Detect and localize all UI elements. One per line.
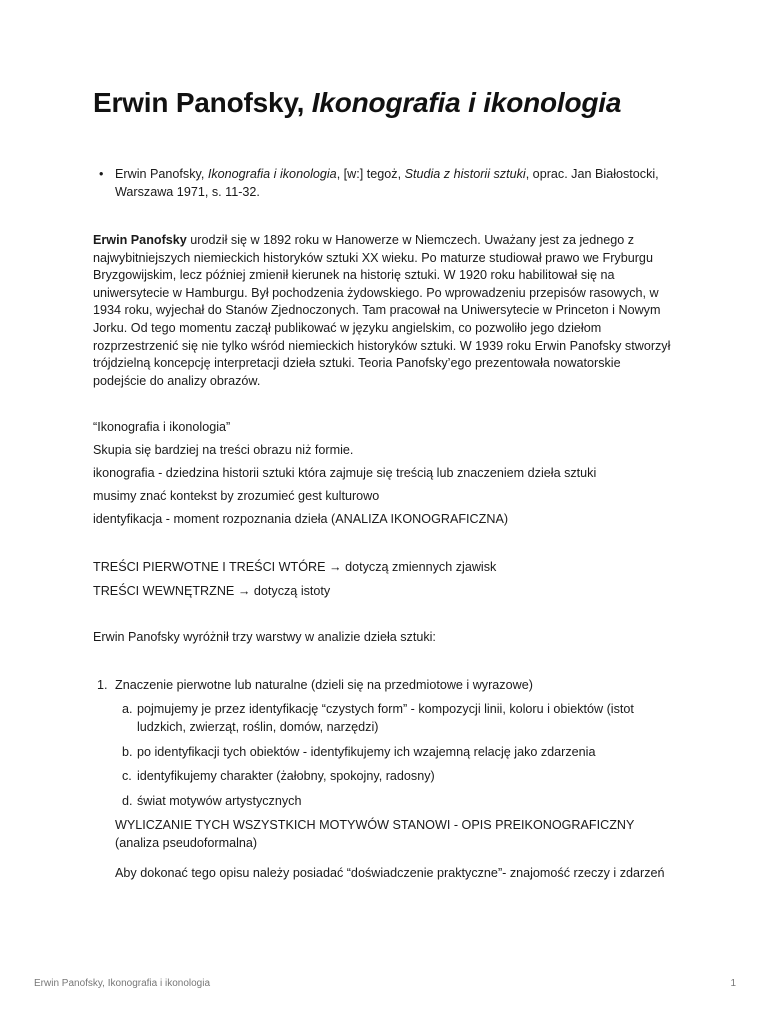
list-number: 1. <box>97 678 108 693</box>
biography-name: Erwin Panofsky <box>93 233 187 247</box>
bullet-marker: • <box>99 167 104 181</box>
section2-line-1: TREŚCI PIERWOTNE I TREŚCI WTÓRE → dotyczą zmiennych zjawisk <box>93 560 497 575</box>
layers-list <box>93 676 673 882</box>
sublist-text: pojmujemy je przez identyfikację “czystych form” - kompozycji linii, koloru i obiektów (istot ludzkich, zwierząt, roślin, domów, narzędzi) <box>137 702 634 734</box>
sublist-item-c <box>93 768 673 786</box>
sublist-text: identyfikujemy charakter (żałobny, spokojny, radosny) <box>137 769 435 784</box>
sublist-letter: b. <box>122 744 133 759</box>
footer-title: Erwin Panofsky, Ikonografia i ikonologia <box>34 978 211 989</box>
sublist-letter: c. <box>122 769 132 784</box>
section1-line-3: ikonografia - dziedzina historii sztuki która zajmuje się treścią lub znaczeniem dzieła sztuki <box>93 466 597 481</box>
sublist-item-a <box>93 701 673 736</box>
section1-line-4: musimy znać kontekst by zrozumieć gest kulturowo <box>93 489 380 504</box>
biography-text: urodził się w 1892 roku w Hanowerze w Niemczech. Uważany jest za jednego z najwybitniejszych niemieckich historyków sztuki XX wieku. Po maturze studiował prawo we Fryburgu Bryzgowijskim, lecz później zmienił kierunek na historię sztuki. W 1920 roku habilitował się na uniwersytecie w Hamburgu. Był pochodzenia żydowskiego. Po wprowadzeniu przepisów rasowych, w 1934 roku, wyjechał do Stanów Zjednoczonych. Tam pracował na Uniwersytecie w Princeton i Nowym Jorku. Od tego momentu zaczął publikować w języku angielskim, co pozwoliło jego dziełom rozprzestrzenić się nie tylko wśród niemieckich historyków sztuki. W 1939 roku Erwin Panofsky stworzył trójdzielną koncepcję interpretacji dzieła sztuki. Teoria Panofsky’ego prezentowała nowatorskie podejście do analizy obrazów. <box>93 233 671 388</box>
page-number: 1 <box>730 978 736 989</box>
sublist-letter: d. <box>122 793 133 808</box>
reference-title: Ikonografia i ikonologia <box>207 167 337 181</box>
sublist-item-b <box>93 744 673 762</box>
page-title <box>93 84 673 121</box>
reference-list-item <box>93 165 673 201</box>
list-note-2: Aby dokonać tego opisu należy posiadać “doświadczenie praktyczne”- znajomość rzeczy i zdarzeń <box>115 866 665 881</box>
biography-paragraph <box>93 232 673 390</box>
list-note-1: WYLICZANIE TYCH WSZYSTKICH MOTYWÓW STANOWI - OPIS PREIKONOGRAFICZNY (analiza pseudoformalna) <box>115 818 635 850</box>
section1-line-1: “Ikonografia i ikonologia” <box>93 420 231 435</box>
sublist-text: po identyfikacji tych obiektów - identyfikujemy ich wzajemną relację jako zdarzenia <box>137 744 596 759</box>
section1-line-2: Skupia się bardziej na treści obrazu niż formie. <box>93 443 354 458</box>
sublist-item-d <box>93 793 673 811</box>
reference-tail: , oprac. Jan Białostocki, Warszawa 1971, s. 11-32. <box>115 167 659 199</box>
sublist-text: świat motywów artystycznych <box>137 793 302 808</box>
section1-line-5: identyfikacja - moment rozpoznania dzieła (ANALIZA IKONOGRAFICZNA) <box>93 512 509 527</box>
document-body <box>93 84 673 895</box>
reference-book: Studia z historii sztuki <box>404 167 526 181</box>
title-plain: Erwin Panofsky, <box>93 87 312 118</box>
section-tresci <box>93 558 673 600</box>
sublist-letter: a. <box>122 702 133 717</box>
title-italic: Ikonografia i ikonologia <box>311 87 622 118</box>
list-item-1 <box>93 676 673 694</box>
section2-line-2: TREŚCI WEWNĘTRZNE → dotyczą istoty <box>93 584 331 599</box>
reference-author: Erwin Panofsky, <box>115 167 208 181</box>
section-ikonografia <box>93 418 673 528</box>
reference-mid: , [w:] tegoż, <box>336 167 405 181</box>
list-item-text: Znaczenie pierwotne lub naturalne (dzieli się na przedmiotowe i wyrazowe) <box>115 678 533 693</box>
layers-intro: Erwin Panofsky wyróżnił trzy warstwy w analizie dzieła sztuki: <box>93 630 436 645</box>
page-footer <box>34 978 736 989</box>
list-item <box>93 676 673 882</box>
